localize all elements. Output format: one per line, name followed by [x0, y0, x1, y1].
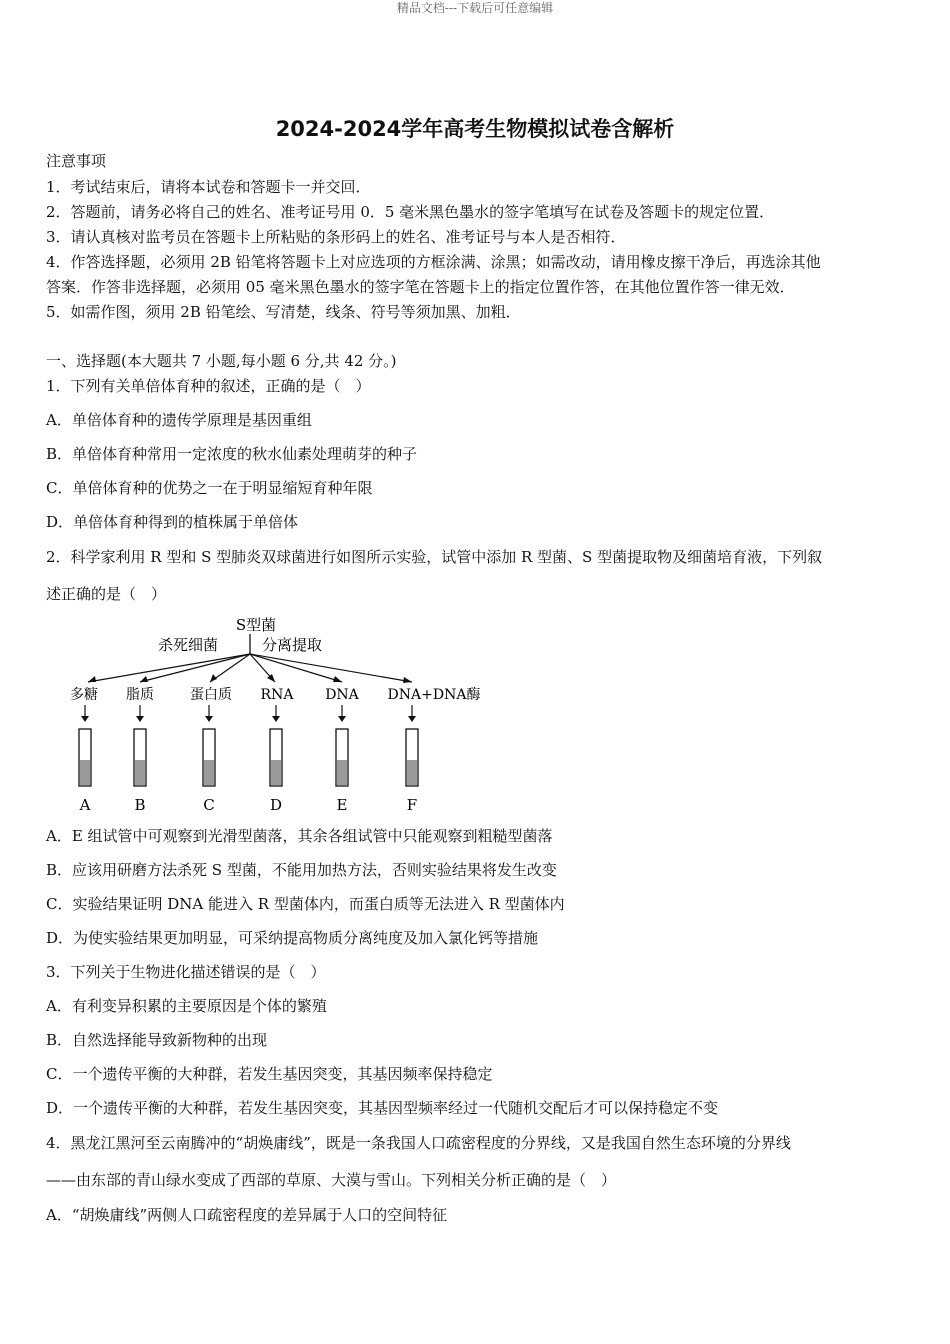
header-note: 精品文档---下载后可任意编辑 [396, 1, 554, 15]
notice-heading: 注意事项 [46, 152, 107, 170]
page-title: 2024-2024学年高考生物模拟试卷含解析 [275, 117, 675, 141]
extract-label: 蛋白质 [190, 687, 232, 703]
question-4-stem-cont: ——由东部的青山绿水变成了西部的草原、大漠与雪山。下列相关分析正确的是（ ） [46, 1171, 617, 1189]
question-3-option-b: B．自然选择能导致新物种的出现 [46, 1031, 268, 1049]
notice-item: 2．答题前，请务必将自己的姓名、准考证号用 0．5 毫米黑色墨水的签字笔填写在试卷及答题卡的规定位置． [46, 203, 775, 221]
extract-label: RNA [260, 687, 294, 703]
down-arrow-c [205, 705, 213, 722]
down-arrow-e [338, 705, 346, 722]
question-3-option-a: A．有利变异积累的主要原因是个体的繁殖 [46, 997, 327, 1015]
down-arrow-f [408, 705, 416, 722]
question-2-stem-cont: 述正确的是（ ） [46, 585, 167, 603]
question-4-option-a: A．“胡焕庸线”两侧人口疏密程度的差异属于人口的空间特征 [46, 1206, 448, 1224]
question-2-option-d: D．为使实验结果更加明显，可采纳提高物质分离纯度及加入氯化钙等措施 [46, 929, 539, 947]
question-4-stem: 4．黑龙江黑河至云南腾冲的“胡焕庸线”，既是一条我国人口疏密程度的分界线，又是我国自然生态环境的分界线 [46, 1134, 791, 1152]
figure-left-label: 杀死细菌 [158, 636, 219, 654]
extract-label: 脂质 [126, 687, 154, 703]
tube-label: E [336, 796, 348, 814]
question-2-option-c: C．实验结果证明 DNA 能进入 R 型菌体内，而蛋白质等无法进入 R 型菌体内 [46, 895, 565, 913]
test-tube-d [270, 729, 282, 786]
question-1-stem: 1．下列有关单倍体育种的叙述，正确的是（ ） [46, 377, 371, 395]
tube-label: F [406, 796, 418, 814]
figure-top-label: S型菌 [235, 616, 277, 634]
question-3-option-d: D．一个遗传平衡的大种群，若发生基因突变，其基因型频率经过一代随机交配后才可以保持稳定不变 [46, 1099, 719, 1117]
notice-item: 3．请认真核对监考员在答题卡上所粘贴的条形码上的姓名、准考证号与本人是否相符． [46, 228, 626, 246]
test-tube-c [203, 729, 215, 786]
extract-label: DNA+DNA酶 [387, 687, 481, 703]
question-1-option-c: C．单倍体育种的优势之一在于明显缩短育种年限 [46, 479, 373, 497]
extract-label: DNA [325, 687, 359, 703]
figure-right-label: 分离提取 [262, 636, 323, 654]
branch-arrow-c [210, 654, 250, 682]
question-1-option-d: D．单倍体育种得到的植株属于单倍体 [46, 513, 299, 531]
tube-label: B [134, 796, 146, 814]
down-arrow-b [136, 705, 144, 722]
test-tube-e [336, 729, 348, 786]
question-3-stem: 3．下列关于生物进化描述错误的是（ ） [46, 963, 326, 981]
test-tube-b [134, 729, 146, 786]
question-1-option-b: B．单倍体育种常用一定浓度的秋水仙素处理萌芽的种子 [46, 445, 418, 463]
branch-arrow-a [88, 654, 250, 682]
notice-item: 4．作答选择题，必须用 2B 铅笔将答题卡上对应选项的方框涂满、涂黑；如需改动，请用橡皮擦干净后，再选涂其他 [46, 253, 821, 271]
notice-item: 答案．作答非选择题，必须用 05 毫米黑色墨水的签字笔在答题卡上的指定位置作答，在其他位置作答一律无效． [46, 278, 795, 296]
down-arrow-d [272, 705, 280, 722]
tube-label: A [79, 796, 91, 814]
tube-label: C [203, 796, 215, 814]
question-2-option-a: A．E 组试管中可观察到光滑型菌落，其余各组试管中只能观察到粗糙型菌落 [46, 827, 553, 845]
tube-label: D [269, 796, 283, 814]
question-2-option-b: B．应该用研磨方法杀死 S 型菌，不能用加热方法，否则实验结果将发生改变 [46, 861, 557, 879]
question-3-option-c: C．一个遗传平衡的大种群，若发生基因突变，其基因频率保持稳定 [46, 1065, 493, 1083]
test-tube-a [79, 729, 91, 786]
notice-item: 5．如需作图，须用 2B 铅笔绘、写清楚，线条、符号等须加黑、加粗． [46, 303, 521, 321]
question-2-stem: 2．科学家利用 R 型和 S 型肺炎双球菌进行如图所示实验，试管中添加 R 型菌、S 型菌提取物及细菌培育液，下列叙 [46, 548, 823, 566]
test-tube-f [406, 729, 418, 786]
down-arrow-a [81, 705, 89, 722]
section-heading: 一、选择题(本大题共 7 小题,每小题 6 分,共 42 分。) [46, 352, 397, 370]
question-1-option-a: A．单倍体育种的遗传学原理是基因重组 [46, 411, 312, 429]
branch-arrow-b [140, 654, 250, 682]
extract-label: 多糖 [70, 687, 98, 703]
notice-item: 1．考试结束后，请将本试卷和答题卡一并交回． [46, 178, 371, 196]
experiment-diagram [60, 612, 500, 822]
